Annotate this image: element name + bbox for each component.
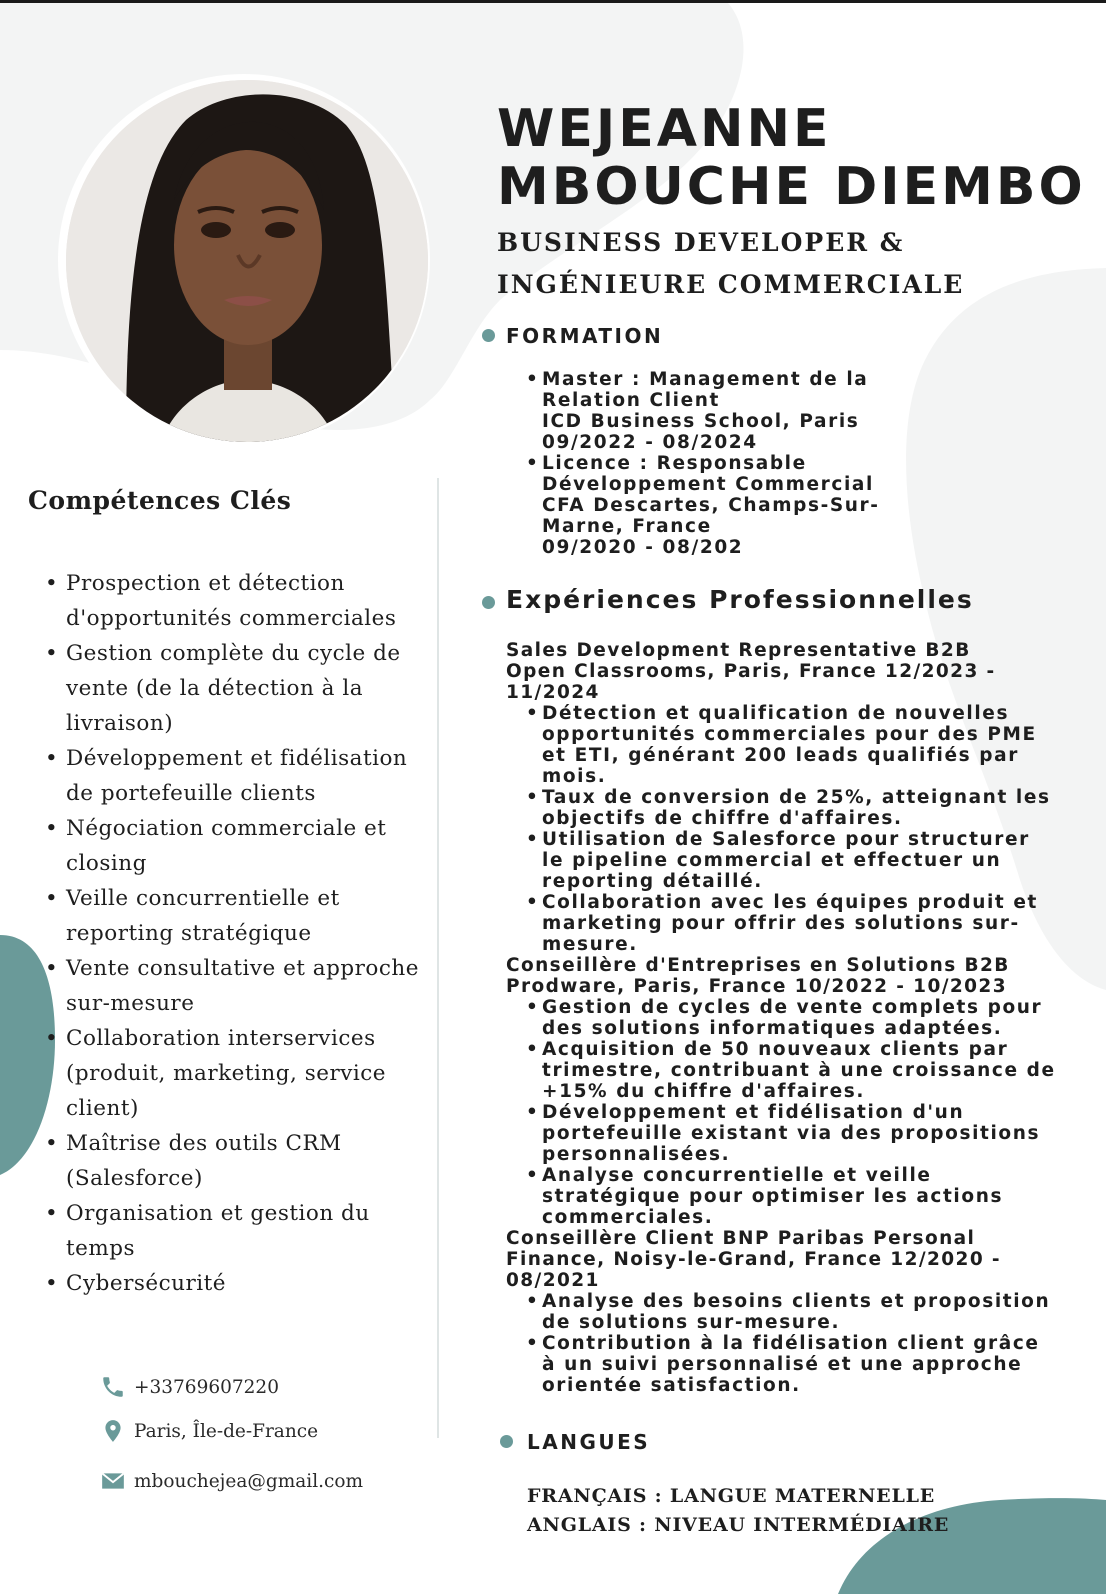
name-line-2: MBOUCHE DIEMBO bbox=[497, 157, 1086, 217]
langues-list bbox=[527, 1482, 1087, 1540]
competence-item: • Organisation et gestion du temps bbox=[45, 1196, 435, 1266]
phone-text: +33769607220 bbox=[134, 1376, 279, 1398]
job-bullet: • Utilisation de Salesforce pour structurer le pipeline commercial et effectuer un reporting détaillé. bbox=[526, 829, 1096, 892]
experiences-title: Expériences Professionnelles bbox=[506, 585, 974, 614]
job-title bbox=[497, 222, 1057, 306]
job-bullet: • Taux de conversion de 25%, atteignant les objectifs de chiffre d'affaires. bbox=[526, 787, 1096, 829]
job-header: Conseillère Client BNP Paribas Personal Finance, Noisy-le-Grand, France 12/2020 - 08/2021 bbox=[506, 1228, 1002, 1291]
envelope-icon bbox=[100, 1468, 126, 1494]
competence-item: • Développement et fidélisation de portefeuille clients bbox=[45, 741, 435, 811]
phone-icon bbox=[100, 1374, 126, 1400]
title-line-1: BUSINESS DEVELOPER & bbox=[497, 228, 905, 257]
experience-item bbox=[506, 640, 1096, 955]
email-text[interactable]: mbouchejea@gmail.com bbox=[134, 1470, 364, 1492]
job-bullets bbox=[506, 997, 1096, 1228]
formation-bullet-dot bbox=[482, 329, 495, 342]
job-bullet: • Analyse concurrentielle et veille stratégique pour optimiser les actions commerciales. bbox=[526, 1165, 1096, 1228]
formation-item: • Master : Management de la Relation Client ICD Business School, Paris 09/2022 - 08/2024 bbox=[526, 369, 1086, 453]
job-bullet: • Gestion de cycles de vente complets pour des solutions informatiques adaptées. bbox=[526, 997, 1096, 1039]
competence-item: • Maîtrise des outils CRM (Salesforce) bbox=[45, 1126, 435, 1196]
competence-item: • Cybersécurité bbox=[45, 1266, 435, 1301]
profile-photo bbox=[66, 80, 428, 442]
job-header: Sales Development Representative B2B Open Classrooms, Paris, France 12/2023 - 11/2024 bbox=[506, 640, 996, 703]
job-bullet: • Détection et qualification de nouvelles opportunités commerciales pour des PME et ETI, générant 200 leads qualifiés par mois. bbox=[526, 703, 1096, 787]
langues-bullet-dot bbox=[500, 1435, 513, 1448]
name-line-1: WEJEANNE bbox=[497, 99, 832, 159]
candidate-name bbox=[497, 100, 1087, 216]
contact-location bbox=[100, 1418, 318, 1444]
langues-title: LANGUES bbox=[527, 1430, 651, 1454]
experience-item bbox=[506, 955, 1096, 1228]
langue-item: ANGLAIS : NIVEAU INTERMÉDIAIRE bbox=[527, 1514, 950, 1536]
competences-title: Compétences Clés bbox=[28, 486, 292, 515]
experience-list bbox=[506, 640, 1096, 1396]
competence-item: • Vente consultative et approche sur-mesure bbox=[45, 951, 435, 1021]
formation-list bbox=[526, 369, 1086, 558]
contact-phone bbox=[100, 1374, 279, 1400]
job-bullet: • Collaboration avec les équipes produit et marketing pour offrir des solutions sur- mesure. bbox=[526, 892, 1096, 955]
formation-title: FORMATION bbox=[506, 324, 664, 348]
location-pin-icon bbox=[100, 1418, 126, 1444]
contact-email bbox=[100, 1468, 363, 1494]
competence-item: • Gestion complète du cycle de vente (de la détection à la livraison) bbox=[45, 636, 435, 741]
column-divider bbox=[437, 478, 439, 1438]
top-border bbox=[0, 0, 1106, 3]
competence-item: • Collaboration interservices (produit, marketing, service client) bbox=[45, 1021, 435, 1126]
job-bullet: • Développement et fidélisation d'un portefeuille existant via des propositions personnalisées. bbox=[526, 1102, 1096, 1165]
title-line-2: INGÉNIEURE COMMERCIALE bbox=[497, 270, 965, 299]
job-header: Conseillère d'Entreprises en Solutions B2B Prodware, Paris, France 10/2022 - 10/2023 bbox=[506, 955, 1010, 997]
langue-item: FRANÇAIS : LANGUE MATERNELLE bbox=[527, 1485, 936, 1507]
competences-list bbox=[45, 566, 435, 1301]
job-bullet: • Acquisition de 50 nouveaux clients par trimestre, contribuant à une croissance de +15% du chiffre d'affaires. bbox=[526, 1039, 1096, 1102]
job-bullets bbox=[506, 1291, 1096, 1396]
job-bullet: • Analyse des besoins clients et proposition de solutions sur-mesure. bbox=[526, 1291, 1096, 1333]
experience-item bbox=[506, 1228, 1096, 1396]
competence-item: • Veille concurrentielle et reporting stratégique bbox=[45, 881, 435, 951]
job-bullet: • Contribution à la fidélisation client grâce à un suivi personnalisé et une approche orientée satisfaction. bbox=[526, 1333, 1096, 1396]
competence-item: • Prospection et détection d'opportunités commerciales bbox=[45, 566, 435, 636]
experiences-bullet-dot bbox=[482, 596, 495, 609]
location-text: Paris, Île-de-France bbox=[134, 1420, 319, 1442]
job-bullets bbox=[506, 703, 1096, 955]
formation-item: • Licence : Responsable Développement Commercial CFA Descartes, Champs-Sur- Marne, France 09/2020 - 08/202 bbox=[526, 453, 1086, 558]
competence-item: • Négociation commerciale et closing bbox=[45, 811, 435, 881]
